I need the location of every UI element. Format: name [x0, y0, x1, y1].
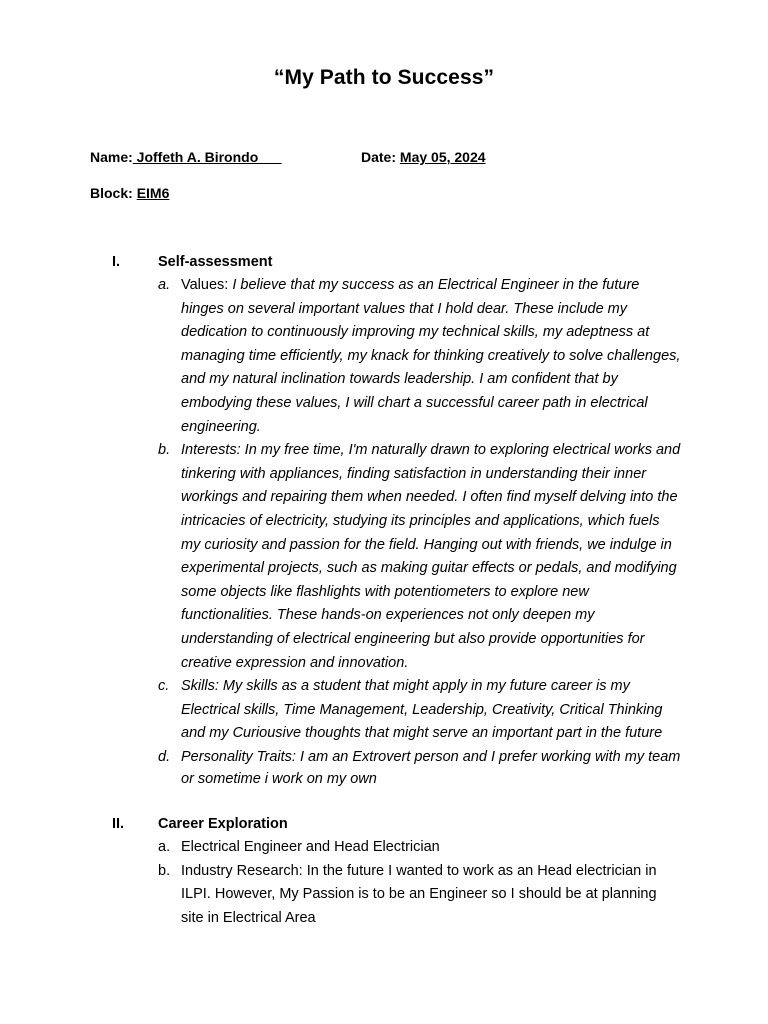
list-item-personality-traits	[0, 746, 768, 790]
list-item-industry-research	[0, 860, 768, 931]
date-field	[361, 149, 486, 165]
name-value: Joffeth A. Birondo	[132, 149, 282, 165]
section-title: Self-assessment	[158, 254, 273, 270]
list-item-values	[0, 274, 768, 439]
list-item-body: Electrical Engineer and Head Electrician	[181, 839, 440, 855]
list-marker: a.	[158, 839, 171, 855]
list-marker: a.	[158, 277, 171, 293]
document-title: “My Path to Success”	[273, 66, 495, 89]
block-label: Block:	[90, 185, 133, 201]
list-item-body: Skills: My skills as a student that might apply in my future career is my Electrical skills, Time Management, Leadership, Creativity, Critical Thinking and my Curiousive thoughts that might serve an important part in the future	[181, 678, 663, 742]
list-marker: c.	[158, 678, 170, 695]
list-item-career-choice	[0, 836, 768, 860]
name-label: Name:	[90, 149, 133, 165]
list-item-body: Interests: In my free time, I'm naturally drawn to exploring electrical works and tinkering with appliances, finding satisfaction in understanding their inner workings and repairing them when needed. I often find myself delving into the intricacies of electricity, studying its principles and applications, which fuels my curiosity and passion for the field. Hanging out with friends, we indulge in experimental projects, such as making guitar effects or pedals, and modifying some objects like flashlights with potentiometers to explore new functionalities. These hands-on experiences not only deepen my understanding of electrical engineering but also provide opportunities for creative expression and innovation.	[181, 442, 681, 671]
list-item-body: I believe that my success as an Electrical Engineer in the future hinges on several important values that I hold dear. These include my dedication to continuously improving my technical skills, my adeptness at managing time efficiently, my knack for thinking creatively to solve challenges, and my natural inclination towards leadership. I am confident that by embodying these values, I will chart a successful career path in electrical engineering.	[181, 277, 681, 435]
list-item-lead: Values:	[181, 277, 233, 293]
date-label: Date:	[361, 149, 397, 165]
name-field	[90, 149, 282, 165]
list-item-skills	[0, 675, 768, 746]
list-marker: b.	[158, 862, 171, 879]
section-numeral: I.	[112, 254, 121, 270]
self-assessment-list	[0, 274, 768, 790]
block-value: EIM6	[136, 185, 170, 201]
list-marker: b.	[158, 442, 171, 459]
list-item-text	[181, 274, 681, 439]
section-heading-self-assessment	[0, 251, 768, 274]
list-item-body: Personality Traits: I am an Extrovert person and I prefer working with my team or sometime i work on my own	[181, 748, 681, 787]
block-field	[90, 185, 169, 201]
list-marker: d.	[158, 748, 171, 765]
section-heading-career-exploration	[0, 813, 768, 836]
list-item-interests	[0, 439, 768, 675]
section-title: Career Exploration	[158, 816, 288, 832]
section-numeral: II.	[112, 816, 125, 832]
career-exploration-list	[0, 836, 768, 930]
date-value: May 05, 2024	[399, 149, 486, 165]
list-item-body: Industry Research: In the future I wanted to work as an Head electrician in ILPI. However, My Passion is to be an Engineer so I should be at planning site in Electrical Area	[181, 862, 657, 926]
